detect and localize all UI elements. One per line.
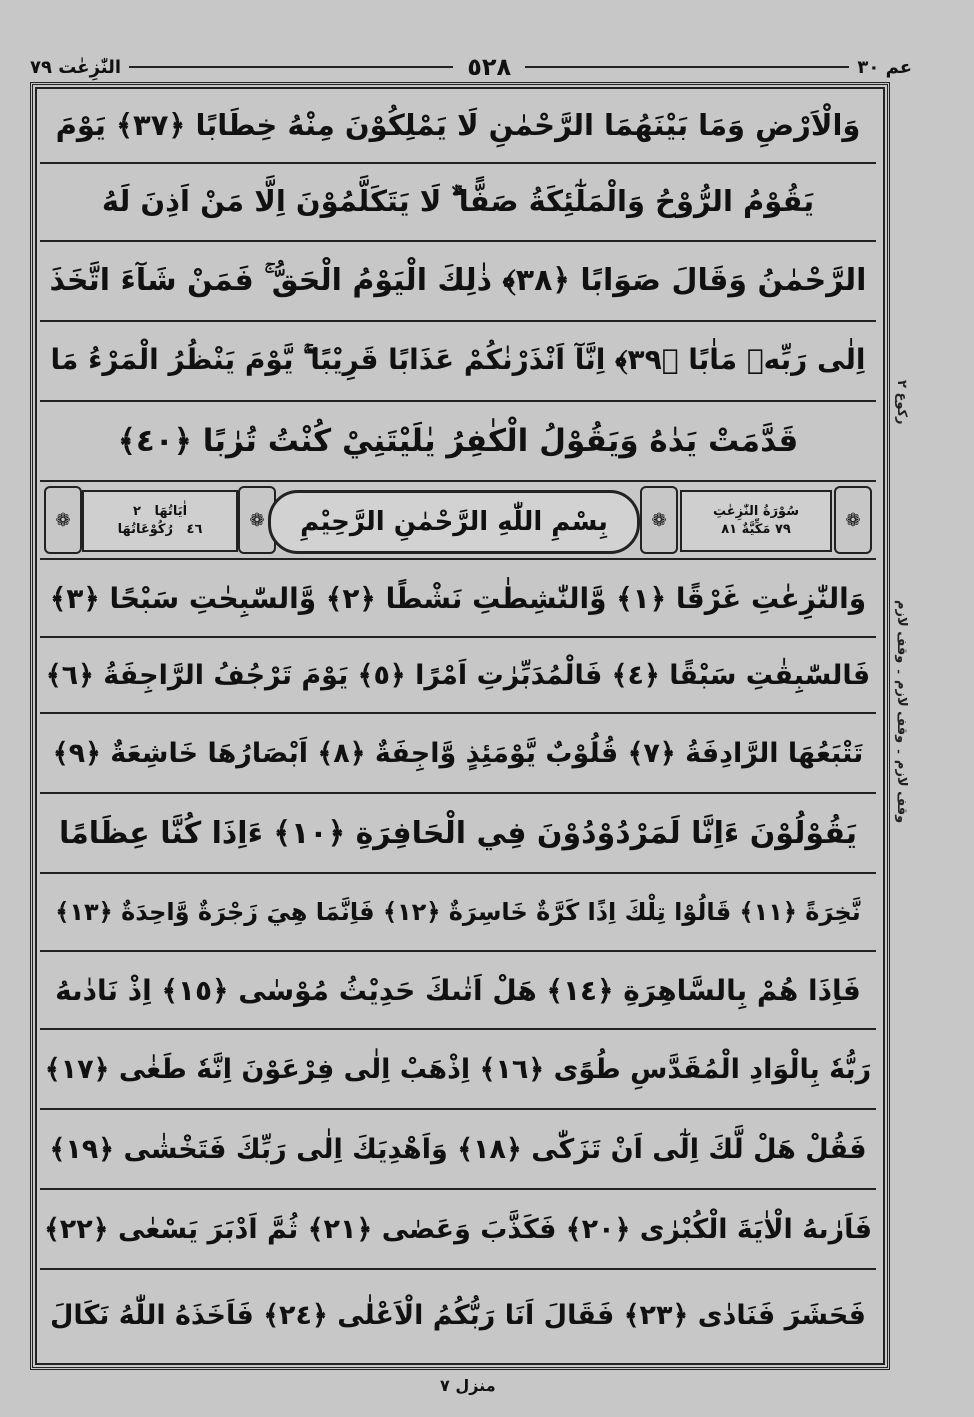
header-rule [525,66,849,68]
manzil-footer: منزل ٧ [440,1376,496,1395]
line-rule [40,636,876,638]
line-rule [40,1188,876,1190]
surah-name: سُوْرَةُ النّٰزِعٰتِ [713,504,799,519]
page-number: ٥٢٨ [467,53,512,81]
line-rule [40,1108,876,1110]
line-rule [40,950,876,952]
ayat-count: ٤٦ [186,522,203,537]
ornament-icon: ❁ [640,486,678,554]
line-rule [40,1028,876,1030]
line-rule [40,712,876,714]
surah-info: ٧٩ مَكِّيَّةٌ ٨١ [721,522,791,537]
line-rule [40,792,876,794]
header-rule [129,66,453,68]
verse-line: يَقُوْلُوْنَ ءَاِنَّا لَمَرْدُوْدُوْنَ فِي الْحَافِرَةِ ﴿١٠﴾ ءَاِذَا كُنَّا عِظَامًا [58,815,858,851]
ornament-icon: ❁ [44,486,82,554]
verse-line: فَقُلْ هَلْ لَّكَ اِلٰٓى اَنْ تَزَكّٰى ﴿١٨﴾ وَاَهْدِيَكَ اِلٰى رَبِّكَ فَتَخْشٰى ﴿١٩﴾ [49,1133,867,1165]
ornament-icon: ❁ [834,486,872,554]
juz-running-title: عم ٣٠ [857,56,913,78]
margin-waqf-note: وقف لازم ۔ وقف لازم ۔ وقف لازم [894,600,909,824]
line-rule [40,1268,876,1270]
ornament-icon: ❁ [238,486,276,554]
line-rule [40,400,876,402]
bismillah: بِسْمِ اللّٰهِ الرَّحْمٰنِ الرَّحِيْمِ [268,490,640,554]
ruku-label: رُكُوْعَاتُهَا [117,522,173,537]
verse-line: وَالْاَرْضِ وَمَا بَيْنَهُمَا الرَّحْمٰنِ لَا يَمْلِكُوْنَ مِنْهُ خِطَابًا ﴿٣٧﴾ يَوْمَ [55,108,861,142]
verse-line: نَّخِرَةً ﴿١١﴾ قَالُوْا تِلْكَ اِذًا كَرَّةٌ خَاسِرَةٌ ﴿١٢﴾ فَاِنَّمَا هِيَ زَجْرَةٌ وَّاحِدَةٌ ﴿١٣﴾ [55,898,861,926]
verse-line: فَالسّٰبِقٰتِ سَبْقًا ﴿٤﴾ فَالْمُدَبِّرٰتِ اَمْرًا ﴿٥﴾ يَوْمَ تَرْجُفُ الرَّاجِفَةُ ﴿٦﴾ [45,659,871,691]
ayat-ruku-box [82,490,238,552]
margin-ruku-note: ركوع ٢ [894,380,909,425]
verse-line: وَالنّٰزِعٰتِ غَرْقًا ﴿١﴾ وَّالنّٰشِطٰتِ نَشْطًا ﴿٢﴾ وَّالسّٰبِحٰتِ سَبْحًا ﴿٣﴾ [49,581,867,615]
verse-line: الرَّحْمٰنُ وَقَالَ صَوَابًا ﴿٣٨﴾ ذٰلِكَ الْيَوْمُ الْحَقُّ ۚ فَمَنْ شَآءَ اتَّخَذَ [49,262,867,298]
line-rule [40,872,876,874]
surah-running-title: النّٰزِعٰت ٧٩ [30,56,122,78]
page-header [30,54,912,80]
verse-line: تَتْبَعُهَا الرَّادِفَةُ ﴿٧﴾ قُلُوْبٌ يَّوْمَئِذٍ وَّاجِفَةٌ ﴿٨﴾ اَبْصَارُهَا خَاشِعَةٌ ﴿٩﴾ [52,737,864,769]
line-rule [40,162,876,164]
surah-name-box [680,490,832,552]
verse-line: فَاَرٰىهُ الْاٰيَةَ الْكُبْرٰى ﴿٢٠﴾ فَكَذَّبَ وَعَصٰى ﴿٢١﴾ ثُمَّ اَدْبَرَ يَسْعٰى ﴿٢٢﴾ [44,1213,872,1245]
line-rule [40,240,876,242]
ruku-count: ٢ [132,504,141,519]
verse-line: رَبُّهٗ بِالْوَادِ الْمُقَدَّسِ طُوًى ﴿١٦﴾ اِذْهَبْ اِلٰى فِرْعَوْنَ اِنَّهٗ طَغٰى ﴿١٧﴾ [44,1053,872,1085]
verse-line: يَقُوْمُ الرُّوْحُ وَالْمَلٰٓئِكَةُ صَفًّا ۙۗ لَا يَتَكَلَّمُوْنَ اِلَّا مَنْ اَذِنَ لَهُ [101,183,815,218]
ayat-label: اٰيَاتُهَا [154,504,188,519]
verse-line: اِلٰى رَبِّهٖ مَاٰبًا ﴿٣٩﴾ اِنَّآ اَنْذَرْنٰكُمْ عَذَابًا قَرِيْبًا ۖۚ يَّوْمَ يَنْظُرُ الْمَرْءُ مَا [50,343,866,376]
verse-line: فَاِذَا هُمْ بِالسَّاهِرَةِ ﴿١٤﴾ هَلْ اَتٰىكَ حَدِيْثُ مُوْسٰى ﴿١٥﴾ اِذْ نَادٰىهُ [55,973,861,1007]
verse-line: قَدَّمَتْ يَدٰهُ وَيَقُوْلُ الْكٰفِرُ يٰلَيْتَنِيْ كُنْتُ تُرٰبًا ﴿٤٠﴾ [117,423,799,459]
line-rule [40,320,876,322]
verse-line: فَحَشَرَ فَنَادٰى ﴿٢٣﴾ فَقَالَ اَنَا رَبُّكُمُ الْاَعْلٰى ﴿٢٤﴾ فَاَخَذَهُ اللّٰهُ نَكَالَ [50,1299,866,1331]
